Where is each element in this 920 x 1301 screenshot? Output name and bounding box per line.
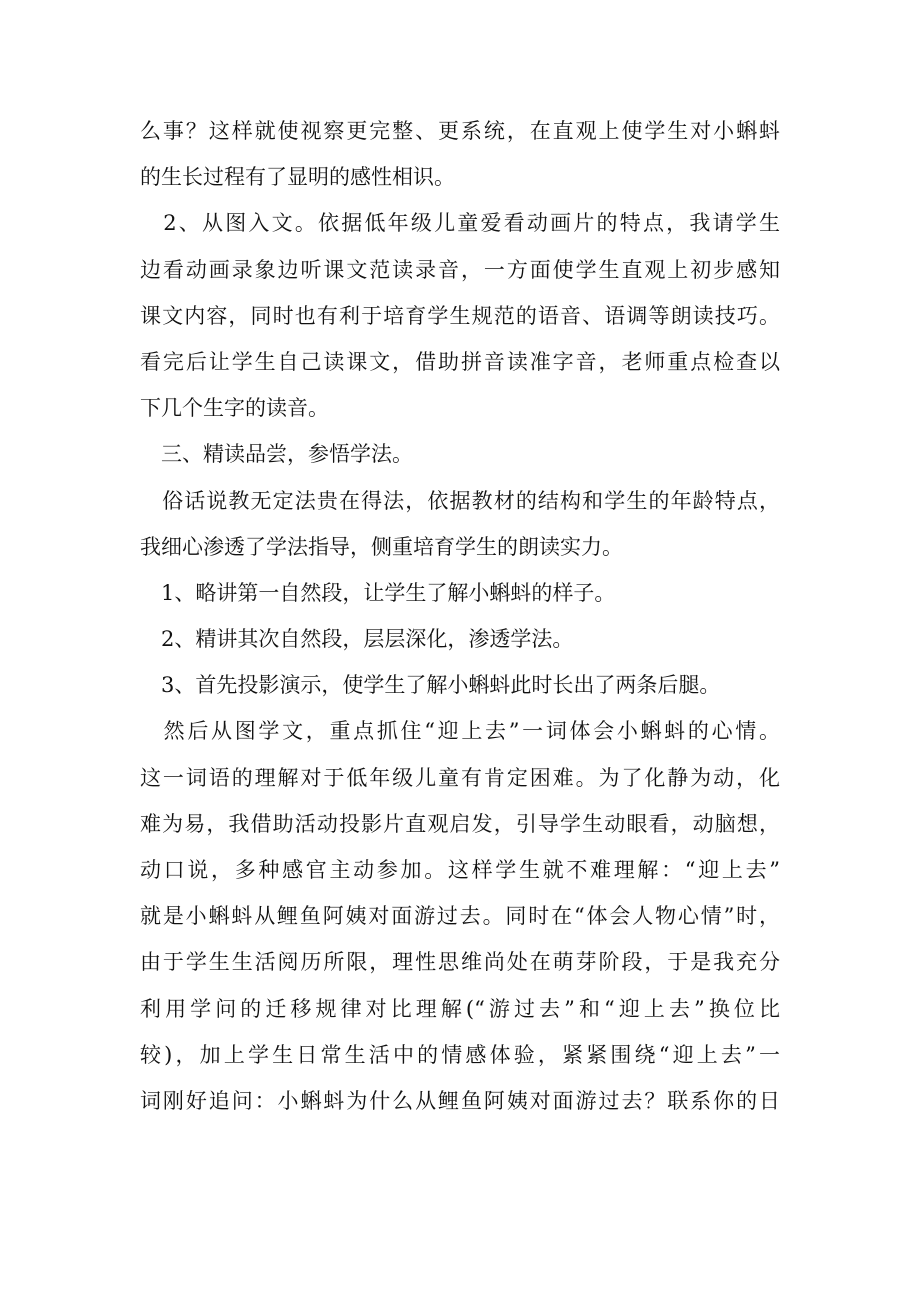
text-line: 动口说，多种感官主动参加。这样学生就不难理解：“迎上去” xyxy=(140,858,780,882)
text-line: 边看动画录象边听课文范读录音，一方面使学生直观上初步感知 xyxy=(140,257,780,282)
text-line: 我细心渗透了学法指导，侧重培育学生的朗读实力。 xyxy=(140,534,623,559)
text-line: 1、略讲第一自然段，让学生了解小蝌蚪的样子。 xyxy=(140,580,616,605)
text-line: 这一词语的理解对于低年级儿童有肯定困难。为了化静为动，化 xyxy=(140,765,780,790)
text-line: 词刚好追问：小蝌蚪为什么从鲤鱼阿姨对面游过去？联系你的日 xyxy=(140,1088,780,1113)
text-line: 3、首先投影演示，使学生了解小蝌蚪此时长出了两条后腿。 xyxy=(140,673,721,698)
text-line: 然后从图学文，重点抓住“迎上去”一词体会小蝌蚪的心情。 xyxy=(140,719,780,744)
text-line: 俗话说教无定法贵在得法，依据教材的结构和学生的年龄特点， xyxy=(140,488,780,513)
text-line: 难为易，我借助活动投影片直观启发，引导学生动眼看，动脑想， xyxy=(140,811,780,836)
text-line: 就是小蝌蚪从鲤鱼阿姨对面游过去。同时在“体会人物心情”时， xyxy=(140,904,780,929)
text-line: 三、精读品尝，参悟学法。 xyxy=(140,442,413,467)
text-line: 2、精讲其次自然段，层层深化，渗透学法。 xyxy=(140,627,574,652)
text-line: 课文内容，同时也有利于培育学生规范的语音、语调等朗读技巧。 xyxy=(140,303,780,328)
text-line: 由于学生生活阅历所限，理性思维尚处在萌芽阶段，于是我充分 xyxy=(140,950,780,975)
document-body xyxy=(140,108,780,1124)
text-line: 的生长过程有了显明的感性相识。 xyxy=(140,165,455,190)
text-line: 下几个生字的读音。 xyxy=(140,396,329,421)
text-line: 2、从图入文。依据低年级儿童爱看动画片的特点，我请学生 xyxy=(140,211,780,236)
text-line: 看完后让学生自己读课文，借助拼音读准字音，老师重点检查以 xyxy=(140,349,780,374)
text-line: 较)，加上学生日常生活中的情感体验，紧紧围绕“迎上去”一 xyxy=(140,1042,780,1067)
text-line: 利用学问的迁移规律对比理解(“游过去”和“迎上去”换位比 xyxy=(140,996,780,1021)
text-line: 么事？这样就使视察更完整、更系统，在直观上使学生对小蝌蚪 xyxy=(140,119,780,143)
